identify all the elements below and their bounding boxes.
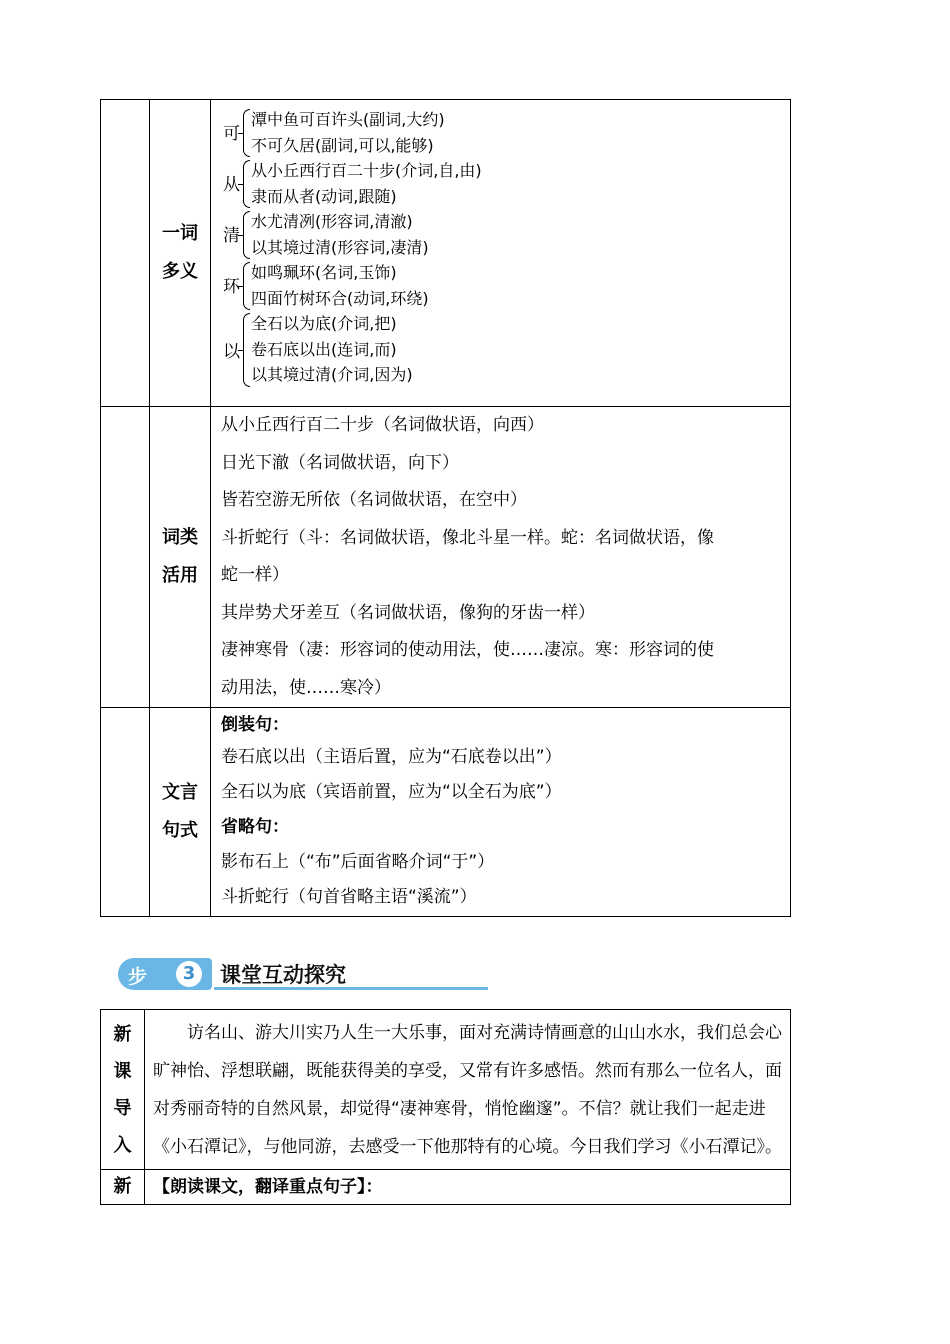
grammar-table xyxy=(100,99,791,917)
document-page: 一词 多义 可 潭中鱼可百许头(副词,大约) 不可久居(副词,可以,能够) 从 从小丘西行百二十步(介词,自,由) 隶而从者(动词,跟随) 清 水尤清冽(形容词,清澈) 以其境过清(形容词,凄清) 环 如鸣珮环(名词,玉饰) 四面竹树环合(动词,环绕) 以 全石以为底(介词,把) 卷石底以出(连词,而) 以其境过清(介词,因为) 词类 活用 从小丘西行百二十步（名词做状语，向西） 日光下澈（名词做状语，向下） 皆若空游无所依（名词做状语，在空中） 斗折蛇行（斗：名词做状语，像北斗星一样。蛇：名词做状语，像 蛇一样） 其岸势犬牙差互（名词做状语，像狗的牙齿一样） 凄神寒骨（凄：形容词的使动用法，使……凄凉。寒：形容词的使 动用法，使……寒冷） 文言 句式 倒装句： 卷石底以出（主语后置，应为“石底卷以出”） 全石以为底（宾语前置，应为“以全石为底”） 省略句： 影布石上（“布”后面省略介词“于”） 斗折蛇行（句首省略主语“溪流”） 步骤 3 课堂互动探究 新 课 导 入 访名山、游大川实乃人生一大乐事，面对充满诗情画意的山山水水，我们总会心旷神怡、浮想联翩，既能获得美的享受，又常有许多感悟。然而有那么一位名人，面对秀丽奇特的自然风景，却觉得“凄神寒骨，悄怆幽邃”。不信？就让我们一起走进《小石潭记》，与他同游，去感受一下他那特有的心境。今日我们学习《小石潭记》。 新 【朗读课文，翻译重点句子】： xyxy=(0,0,950,1344)
brace-icon xyxy=(243,109,250,157)
polysemy-row xyxy=(101,100,791,407)
word-class-label: 词类 活用 xyxy=(150,407,211,708)
intro-row xyxy=(101,1010,791,1170)
word-class-content: 从小丘西行百二十步（名词做状语，向西） 日光下澈（名词做状语，向下） 皆若空游无所依（名词做状语，在空中） 斗折蛇行（斗：名词做状语，像北斗星一样。蛇：名词做状语，像 蛇一样） 其岸势犬牙差互（名词做状语，像狗的牙齿一样） 凄神寒骨（凄：形容词的使动用法，使……凄凉。寒：形容词的使 动用法，使……寒冷） xyxy=(211,407,791,708)
brace-icon xyxy=(243,262,250,310)
polysemy-label: 一词 多义 xyxy=(150,100,211,407)
sentence-pattern-row xyxy=(101,708,791,917)
intro-label: 新 课 导 入 xyxy=(101,1010,145,1170)
brace-icon xyxy=(243,211,250,259)
word-class-row xyxy=(101,407,791,708)
brace-icon xyxy=(243,313,250,387)
blank-cell xyxy=(101,407,150,708)
sentence-pattern-content: 倒装句： 卷石底以出（主语后置，应为“石底卷以出”） 全石以为底（宾语前置，应为“以全石为底”） 省略句： 影布石上（“布”后面省略介词“于”） 斗折蛇行（句首省略主语“溪流”） xyxy=(211,708,791,917)
next-section-label: 新 xyxy=(101,1170,145,1205)
polysemy-content: 可 潭中鱼可百许头(副词,大约) 不可久居(副词,可以,能够) 从 从小丘西行百二十步(介词,自,由) 隶而从者(动词,跟随) 清 水尤清冽(形容词,清澈) 以其境过清(形容词,凄清) 环 如鸣珮环(名词,玉饰) 四面竹树环合(动词,环绕) 以 全石以为底(介词,把) 卷石底以出(连词,而) 以其境过清(介词,因为) xyxy=(211,100,791,407)
brace-icon xyxy=(243,160,250,208)
blank-cell xyxy=(101,708,150,917)
step-number: 3 xyxy=(176,961,202,987)
next-section-row xyxy=(101,1170,791,1205)
intro-paragraph: 访名山、游大川实乃人生一大乐事，面对充满诗情画意的山山水水，我们总会心旷神怡、浮想联翩，既能获得美的享受，又常有许多感悟。然而有那么一位名人，面对秀丽奇特的自然风景，却觉得“凄神寒骨，悄怆幽邃”。不信？就让我们一起走进《小石潭记》，与他同游，去感受一下他那特有的心境。今日我们学习《小石潭记》。 xyxy=(145,1010,791,1170)
next-section-heading: 【朗读课文，翻译重点句子】： xyxy=(145,1170,791,1205)
sentence-pattern-label: 文言 句式 xyxy=(150,708,211,917)
lesson-table xyxy=(100,1009,791,1205)
section-title: 课堂互动探究 xyxy=(220,963,346,987)
blank-cell xyxy=(101,100,150,407)
